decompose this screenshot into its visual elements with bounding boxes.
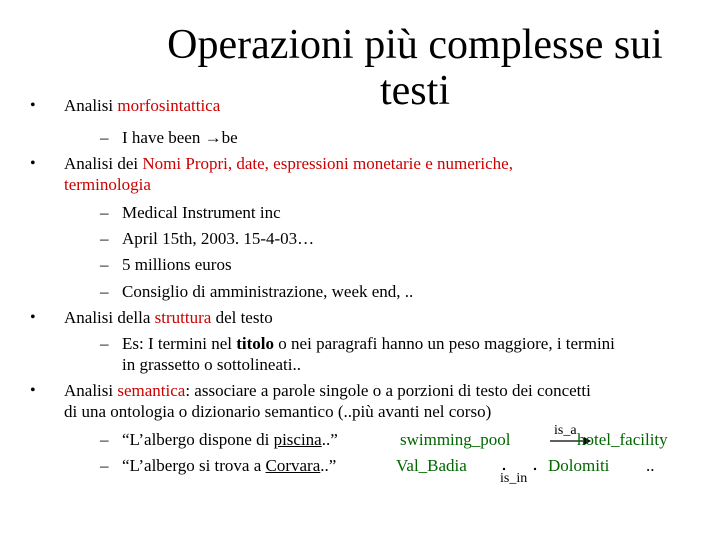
b3-sub-post: o nei paragrafi hanno un peso maggiore, i termini [274,334,615,353]
ex2-underlined: Corvara [265,456,321,475]
b1-sub-post: be [221,128,238,147]
example-1 [100,430,338,450]
dash: – [100,255,109,274]
b2-sub-1 [100,203,281,223]
b2-red: Nomi Propri, date, espressioni monetarie e numeriche, [142,154,513,173]
dash: – [100,128,109,147]
bullet-3-text [64,308,273,328]
dash: – [100,456,109,475]
b2-sub-3 [100,255,232,275]
b3-post: del testo [211,308,273,327]
ex1-concept-1: swimming_pool [400,430,511,449]
bullet-4-text [64,381,591,401]
bullet-4: • [30,382,36,399]
ex2-tail: .. [646,456,655,475]
ex1-underlined: piscina [273,430,322,449]
bullet-1-text [64,96,220,116]
bullet-3: • [30,309,36,326]
ex2-pre: “L’albergo si trova a [122,456,266,475]
ex2-concept-2: Dolomiti [548,456,610,475]
ex1-relation: is_a [554,423,577,438]
b2-sub-3-text: 5 millions euros [122,255,232,274]
title-line-1: Operazioni più complesse sui [167,22,663,68]
bullet-1: • [30,97,36,114]
b4-post: : associare a parole singole o a porzioni di testo dei concetti [185,381,591,400]
dash: – [100,203,109,222]
b2-sub-1-text: Medical Instrument inc [122,203,281,222]
b3-sub-line2: in grassetto o sottolineati.. [122,355,301,374]
b1-sub-text: I have been [122,128,205,147]
b3-sub-bold: titolo [236,334,275,353]
dash: – [100,229,109,248]
arrow-icon: → [204,128,222,147]
b3-red: struttura [154,308,212,327]
ex2-relation-dots [494,466,546,472]
b3-pre: Analisi della [64,308,155,327]
b1-pre: Analisi [64,96,118,115]
dash: – [100,282,109,301]
dash: – [100,334,109,353]
b2-pre: Analisi dei [64,154,143,173]
bullet-2: • [30,155,36,172]
b1-sub [100,128,238,148]
b4-line2: di una ontologia o dizionario semantico (..più avanti nel corso) [64,402,492,421]
ex1-pre: “L’albergo dispone di [122,430,274,449]
ex2-concept-1: Val_Badia [396,456,467,475]
b2-sub-4 [100,282,413,302]
b3-sub-pre: Es: I termini nel [122,334,237,353]
ex1-post: ..” [321,430,338,449]
b2-sub-2 [100,229,314,249]
b1-red: morfosintattica [117,96,221,115]
b3-sub [100,334,615,354]
bullet-2-text [64,154,513,174]
example-2 [100,456,336,476]
dash: – [100,430,109,449]
b4-pre: Analisi [64,381,118,400]
b2-red-line2: terminologia [64,175,151,194]
ex2-post: ..” [320,456,337,475]
b4-red: semantica [117,381,186,400]
ex2-relation: is_in [500,471,528,486]
ex1-concept-2: hotel_facility [577,430,668,449]
b2-sub-4-text: Consiglio di amministrazione, week end, .. [122,282,414,301]
b2-sub-2-text: April 15th, 2003. 15-4-03… [122,229,315,248]
title-line-2: testi [380,68,450,114]
